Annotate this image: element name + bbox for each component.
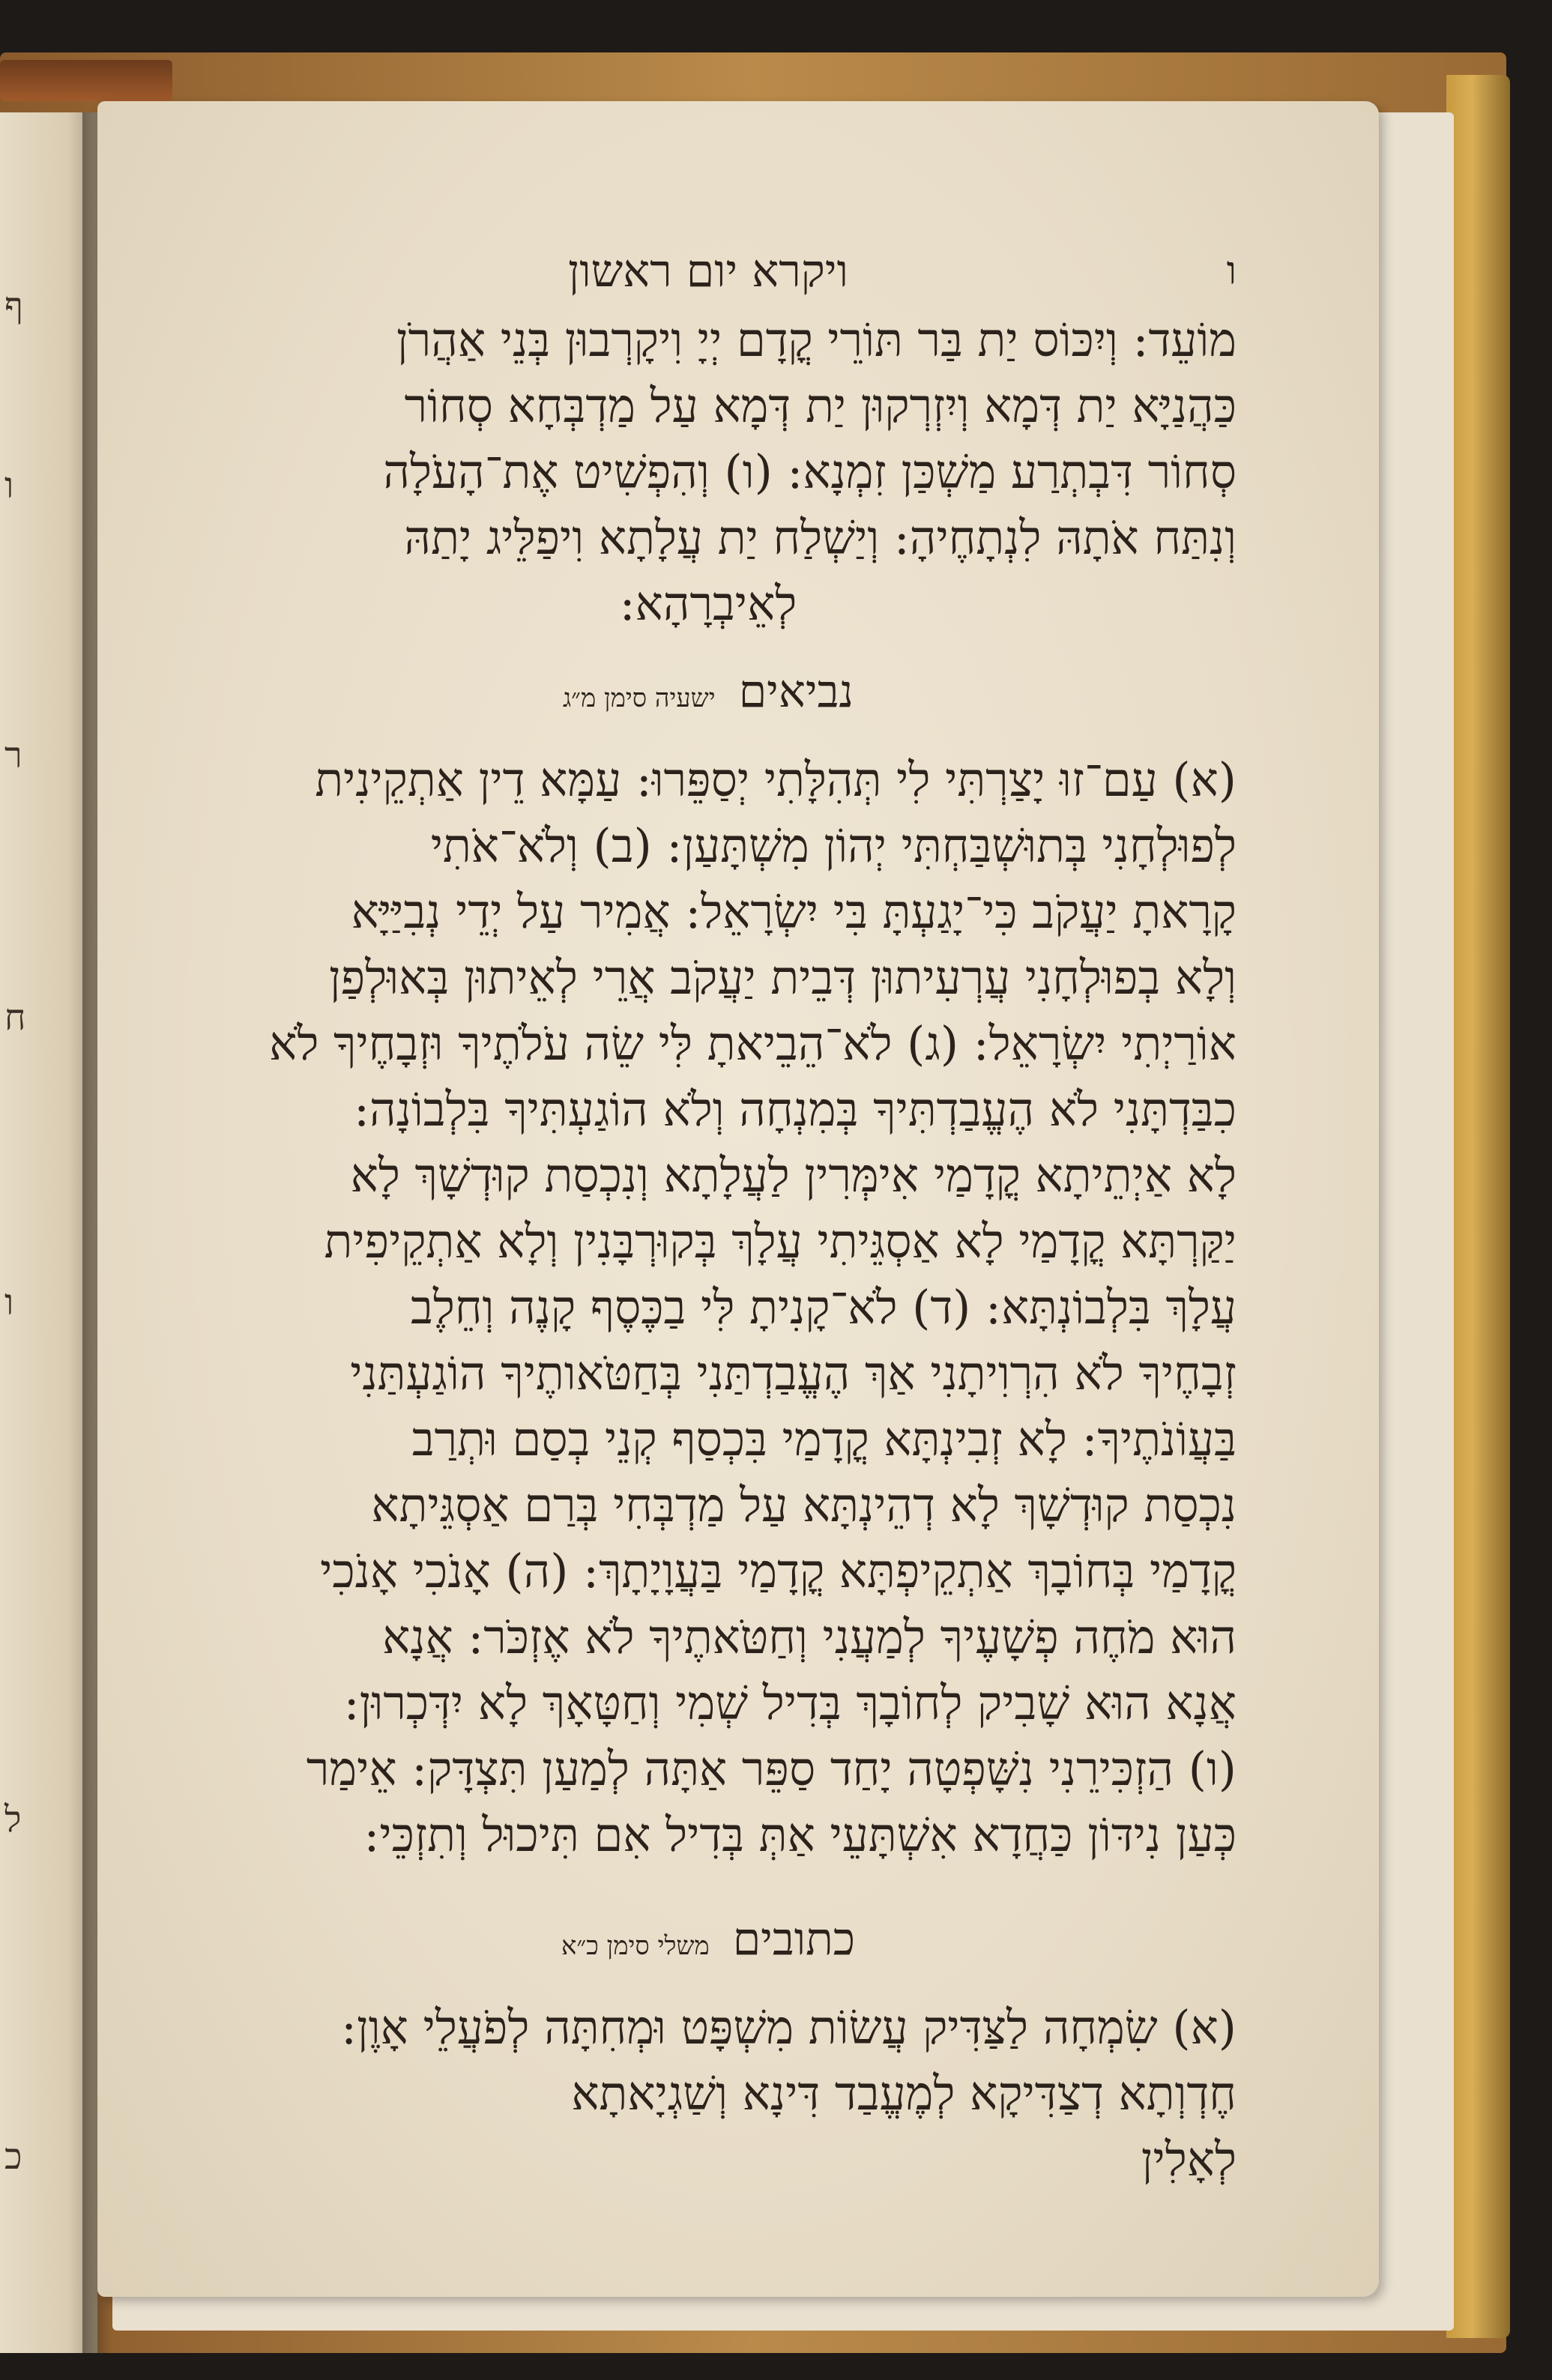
text-line: קָרָאתָ יַעֲקֹב כִּי־יָגַעְתָּ בִּי יִשְׂרָאֵל: אֲמִיר עַל יְדֵי נְבִיַּיָּא	[351, 884, 1237, 939]
text-line: הוּא מֹחֶה פְשָׁעֶיךָ לְמַעֲנִי וְחַטֹּאתֶיךָ לֹא אֶזְכֹּר: אֲנָא	[382, 1610, 1237, 1664]
text-line: חֶדְוְתָא דְצַדִּיקָא לְמֶעֱבַד דִּינָא וְשַׁגְיָאתָא	[571, 2066, 1237, 2121]
ketuvim-reference: משלי סימן כ״א	[561, 1931, 710, 1961]
nevi-title: נביאים	[738, 665, 854, 718]
text-line: סְחוֹר דִּבְתְרַע מַשְׁכַּן זִמְנָא: (ו) וְהִפְשִׁיט אֶת־הָעֹלָה	[383, 444, 1237, 499]
torah-passage	[180, 307, 1237, 637]
text-line: לָא אַיְתֵיתָא קֳדָמַי אִימְּרִין לַעֲלָתָא וְנִכְסַת קוּדְשָׁךְ לָא	[350, 1148, 1237, 1203]
text-line: כְּעַן נִידּוֹן כַּחֲדָא אִשְׁתָּעֵי אַתְּ בְּדִיל אִם תִּיכוּל וְתִזְכֵּי:	[363, 1807, 1237, 1862]
nevi-passage	[180, 747, 1237, 1868]
text-line: אוֹרַיְתִי יִשְׂרָאֵל: (ג) לֹא־הֵבֵיאתָ לִּי שֵׂה עֹלֹתֶיךָ וּזְבָחֶיךָ לֹא	[269, 1016, 1237, 1071]
cover-edge	[1446, 75, 1510, 2338]
nevi-heading	[180, 658, 1237, 732]
ketuvim-heading	[180, 1906, 1237, 1980]
facing-page-glyph: ל	[4, 1798, 22, 1840]
text-line: (א) שִׂמְחָה לַצַּדִּיק עֲשׂוֹת מִשְׁפָּט וּמְחִתָּה לְפֹעֲלֵי אָוֶן:	[341, 2000, 1237, 2055]
text-line: נִכְסַת קוּדְשָׁךְ לָא דְהֵינְתָּא עַל מַדְבְּחִי בְּרַם אַסְגֵּיתָא	[371, 1478, 1237, 1532]
text-line: (ו) הַזְכִּירֵנִי נִשָּׁפְטָה יָחַד סַפֵּר אַתָּה לְמַעַן תִּצְדָּק: אֵימַר	[306, 1742, 1237, 1796]
facing-page-glyph: ו	[4, 465, 14, 507]
running-title: ויקרא יום ראשון	[568, 245, 848, 298]
text-line: מוֹעֵד: וְיִכּוֹס יַת בַּר תּוֹרֵי קֳדָם יְיָ וִיקָרְבוּן בְּנֵי אַהֲרֹן	[396, 312, 1237, 367]
facing-page-glyph: ח	[4, 997, 26, 1039]
text-line: עֲלָךְ בִּלְבוֹנְתָּא: (ד) לֹא־קָנִיתָ לִּי בַכֶּסֶף קָנֶה וְחֵלֶב	[410, 1280, 1237, 1335]
page-text	[180, 236, 1237, 2193]
facing-page-glyph: כ	[4, 2136, 22, 2178]
text-line: זְבָחֶיךָ לֹא הִרְוִיתָנִי אַךְ הֶעֱבַדְתַּנִי בְּחַטֹּאותֶיךָ הוֹגַעְתַּנִי	[350, 1346, 1237, 1401]
text-line: (א) עַם־זוּ יָצַרְתִּי לִי תְּהִלָּתִי יְסַפֵּרוּ: עַמָּא דֵין אַתְקֵינִית	[315, 752, 1237, 807]
running-header	[180, 236, 1237, 307]
text-line: יַקַּרְתָּא קֳדָמַי לָא אַסְגֵּיתִי עֲלָךְ בְּקוּרְבָּנִין וְלָא אַתְקֵיפִית	[324, 1214, 1237, 1269]
text-line: לְאָלִין	[1141, 2132, 1237, 2187]
page-number: ו	[1226, 249, 1237, 294]
ketuvim-passage	[180, 1995, 1237, 2193]
facing-page-glyph: ו	[4, 1281, 14, 1323]
facing-page-glyph: ר	[4, 734, 22, 776]
facing-page-glyph: ף	[4, 285, 23, 327]
ketuvim-title: כתובים	[732, 1913, 856, 1966]
book-spine	[0, 60, 172, 101]
text-line: קֳדָמַי בְּחוֹבָךְ אַתְקֵיפְתָּא קֳדָמַי בַּעֲוָיָתָךְ: (ה) אָנֹכִי אָנֹכִי	[320, 1544, 1237, 1598]
nevi-reference: ישעיה סימן מ״ג	[562, 683, 716, 713]
text-line: כִבַּדְתָּנִי לֹא הֶעֱבַדְתִּיךָ בְּמִנְחָה וְלֹא הוֹגַעְתִּיךָ בִּלְבוֹנָה:	[354, 1082, 1237, 1137]
text-line: בַּעֲוֹנֹתֶיךָ: לָא זְבִינְתָּא קֳדָמַי בִּכְסַף קְנֵי בְסַם וּתְרַב	[411, 1412, 1237, 1467]
text-line: אֲנָא הוּא שָׁבִיק לְחוֹבָךְ בְּדִיל שְׁמִי וְחַטָּאָךְ לָא יִדְּכְרוּן:	[343, 1676, 1237, 1730]
text-line: לְאֵיבְרָהָא:	[619, 576, 797, 631]
text-line: וְלָא בְפוּלְחָנִי עֲרְעִיתוּן דְּבֵית יַעֲקֹב אֲרֵי לְאֵיתוּן בְּאוּלְפַן	[329, 950, 1237, 1005]
text-line: וְנִתַּח אֹתָהּ לִנְתָחֶיהָ: וְיַשְׁלַח יַת עֲלָתָא וִיפַלֵּיג יָתַהּ	[404, 510, 1237, 565]
text-line: כַּהֲנַיָּא יַת דְּמָא וְיִזְרְקוּן יַת דְּמָא עַל מַדְבְּחָא סְחוֹר	[404, 378, 1237, 433]
text-line: לְפוּלְחָנִי בְּתוּשְׁבַּחְתִּי יְהוֹן מִשְׁתָּעַן: (ב) וְלֹא־אֹתִי	[430, 818, 1237, 873]
